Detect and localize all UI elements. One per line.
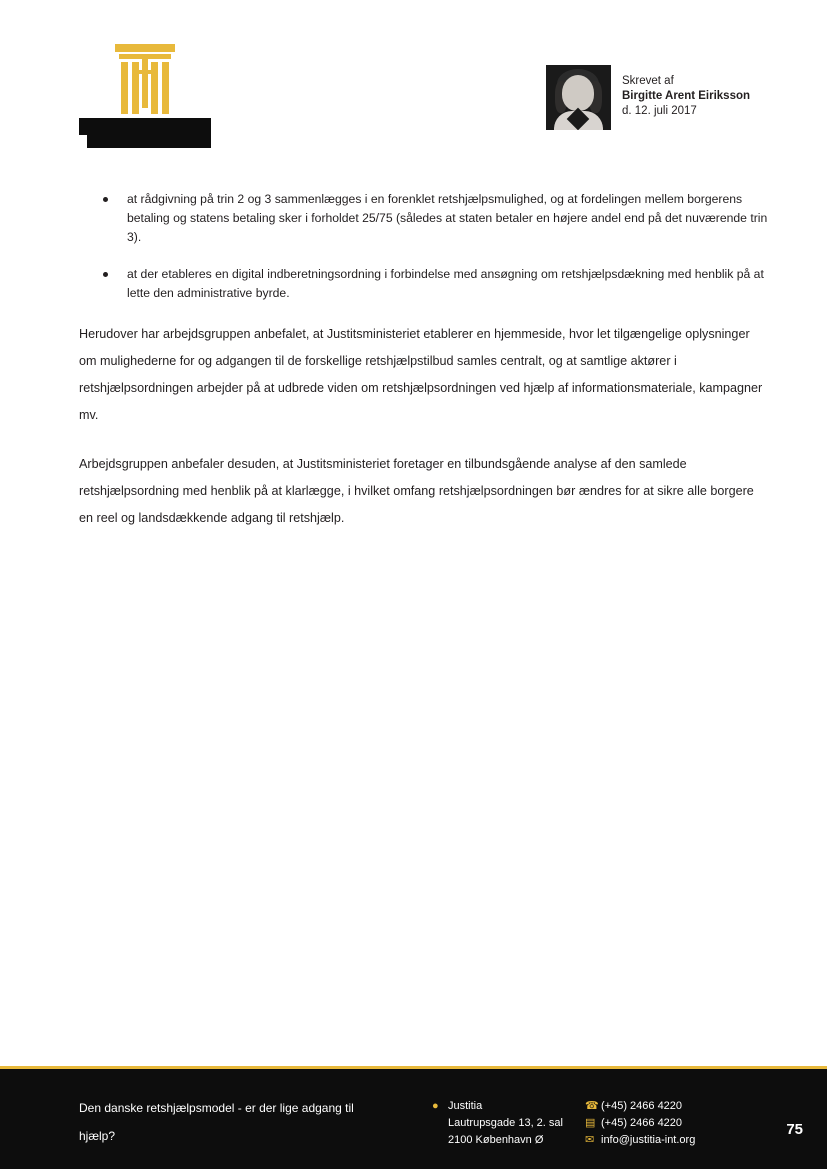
document-title: Den danske retshjælpsmodel - er der lige adgang til hjælp? xyxy=(79,1101,354,1143)
logo-temple-icon xyxy=(107,40,183,118)
footer-accent-rule xyxy=(0,1066,827,1069)
author-prefix: Skrevet af xyxy=(622,75,674,87)
page-number: 75 xyxy=(786,1121,803,1138)
fax-icon: ▤ xyxy=(585,1117,596,1129)
location-pin-icon: ● xyxy=(432,1100,439,1112)
organization-name: Justitia xyxy=(448,1100,483,1112)
paragraph-2: Arbejdsgruppen anbefaler desuden, at Justitsministeriet foretager en tilbundsgående analyse af den samlede retshjælpsordning med henblik på at klarlægge, i hvilket omfang retshjælpsordningen bør ændres for at sikre alle borgere en reel og landsdækkende adgang til retshjælp. xyxy=(79,457,754,525)
email-address: info@justitia-int.org xyxy=(601,1134,696,1146)
author-info xyxy=(622,65,750,119)
list-item: at der etableres en digital indberetningsordning i forbindelse med ansøgning om retshjælpsdækning med henblik på at lette den administrative byrde. xyxy=(79,265,769,303)
footer-address-column xyxy=(432,1098,563,1149)
address-line-2: 2100 København Ø xyxy=(448,1134,544,1146)
paragraph-1: Herudover har arbejdsgruppen anbefalet, at Justitsministeriet etablerer en hjemmeside, hvor let tilgængelige oplysninger om mulighederne for og adgangen til de forskellige retshjælpstilbud samles centralt, og at samtlige aktører i retshjælpsordningen arbejder på at udbrede viden om retshjælpsordningen ved hjælp af informationsmateriale, kampagner mv. xyxy=(79,327,763,422)
email-icon: ✉ xyxy=(585,1134,595,1146)
page-footer xyxy=(0,1069,827,1169)
justitia-logo xyxy=(79,40,211,135)
list-item: at rådgivning på trin 2 og 3 sammenlægges i en forenklet retshjælpsmulighed, og at fordelingen mellem borgerens betaling og statens betaling sker i forholdet 25/75 (således at staten betaler en højere andel end på det nuværende trin 3). xyxy=(79,190,769,247)
fax-number: (+45) 2466 4220 xyxy=(601,1117,683,1129)
page-header xyxy=(0,40,827,150)
author-name: Birgitte Arent Eiriksson xyxy=(622,90,751,102)
logo-base-bar-2 xyxy=(87,135,211,148)
footer-contact-column xyxy=(585,1098,695,1149)
document-body xyxy=(79,190,769,554)
author-date: d. 12. juli 2017 xyxy=(622,105,697,117)
author-block xyxy=(546,65,750,130)
author-avatar xyxy=(546,65,611,130)
recommendation-list xyxy=(79,190,769,303)
logo-base-bar xyxy=(79,118,211,135)
phone-icon: ☎ xyxy=(585,1100,599,1112)
phone-number: (+45) 2466 4220 xyxy=(601,1100,683,1112)
address-line-1: Lautrupsgade 13, 2. sal xyxy=(448,1117,563,1129)
